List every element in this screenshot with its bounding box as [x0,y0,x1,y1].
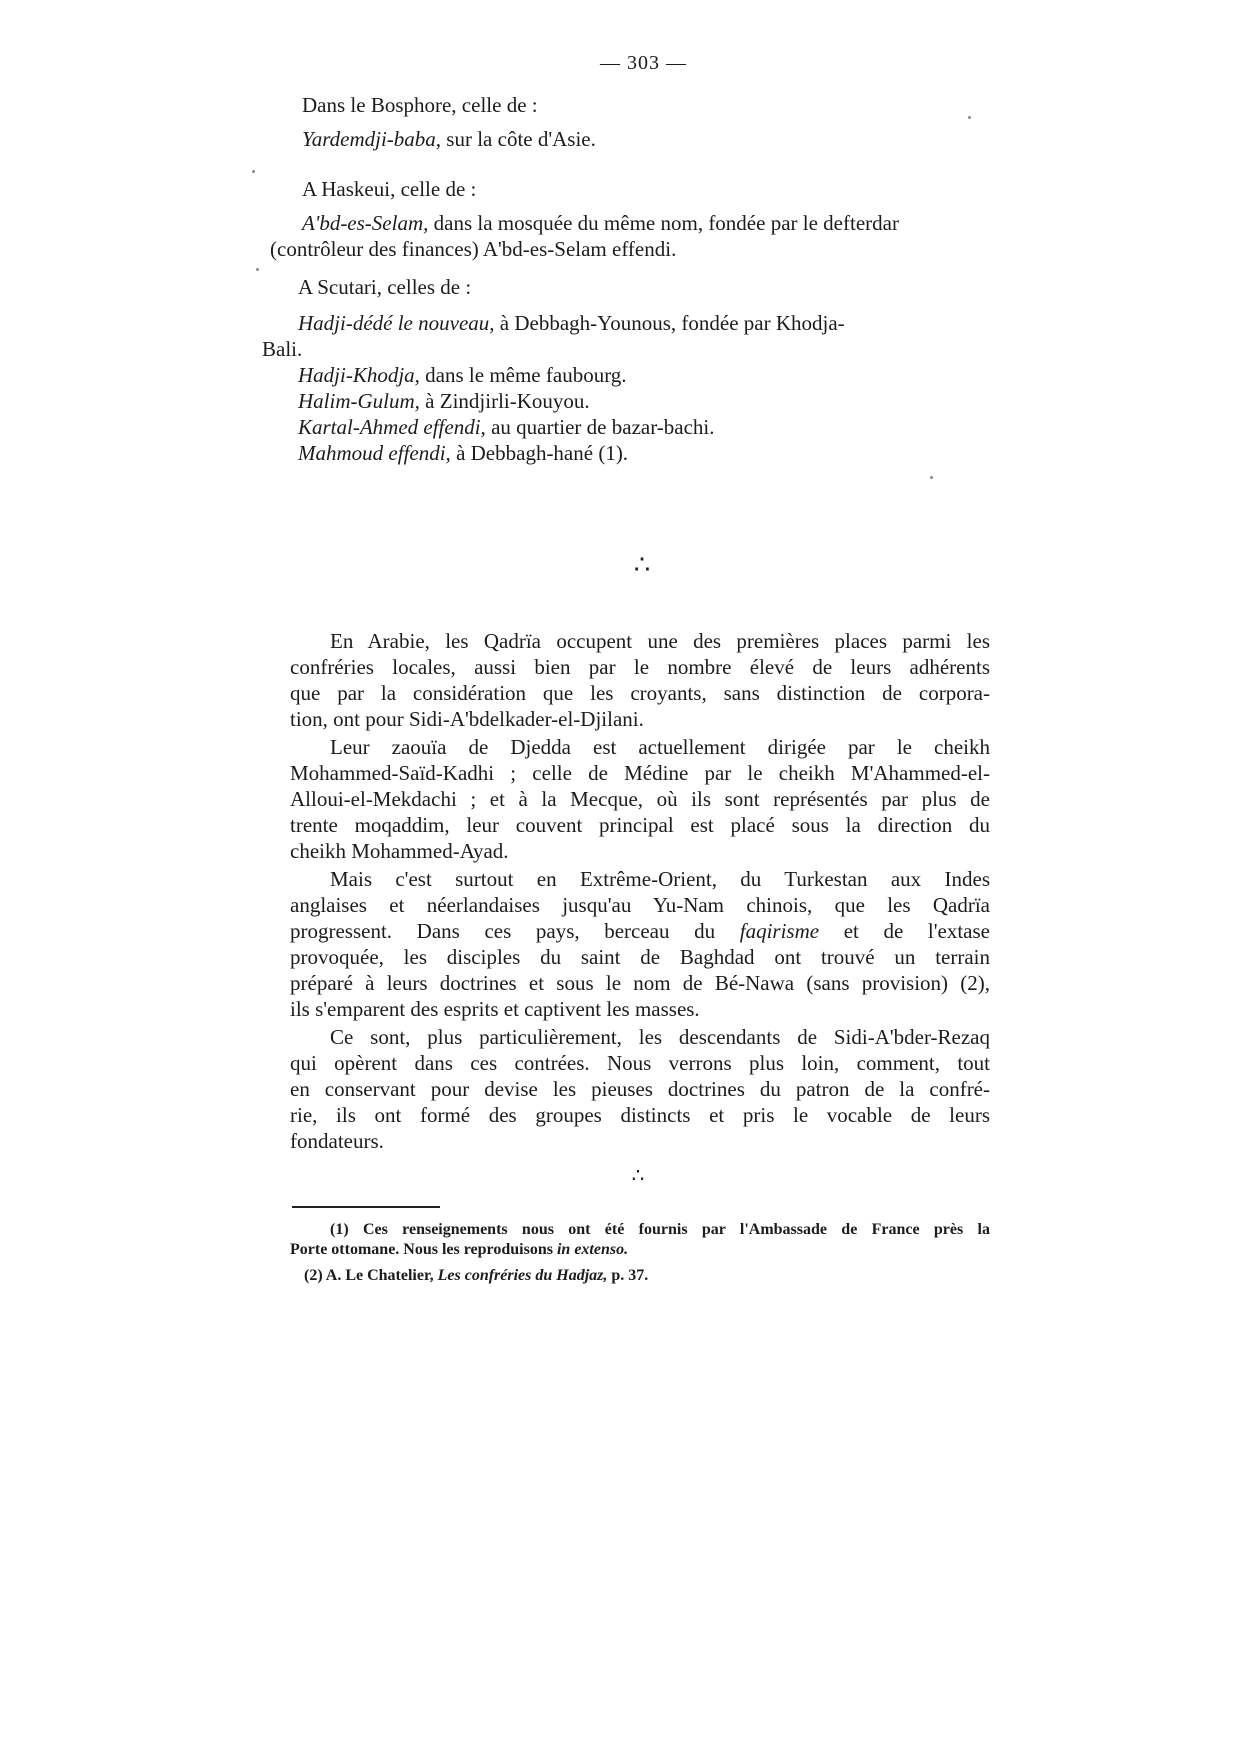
text-span: et de l'extase [819,919,990,943]
paragraph-line: Mais c'est surtout en Extrême-Orient, du Turkestan aux Indes [330,867,990,891]
haskeui-entry-cont: (contrôleur des finances) A'bd-es-Selam effendi. [270,237,677,261]
text-span: progressent. Dans ces pays, berceau du [290,919,740,943]
scutari-entry-name: Halim-Gulum, [298,389,420,413]
scutari-entry-name: Hadji-dédé le nouveau, [298,311,495,335]
scan-speck [252,170,255,173]
paragraph-line: préparé à leurs doctrines et sous le nom de Bé-Nawa (sans provision) (2), [290,971,990,995]
haskeui-entry-name: A'bd-es-Selam, [302,211,429,235]
scutari-entry [262,362,1002,388]
paragraph-line: confréries locales, aussi bien par le nombre élevé de leurs adhérents [290,655,990,679]
paragraph-line: cheikh Mohammed-Ayad. [290,839,509,863]
section-separator: ∴ [633,550,651,579]
paragraph-line: ils s'emparent des esprits et captivent les masses. [290,997,700,1021]
paragraph-line: anglaises et néerlandaises jusqu'au Yu-Nam chinois, que les Qadrïa [290,893,990,917]
scutari-entry-rest: à Debbagh-hané (1). [450,441,629,465]
paragraph-line: qui opèrent dans ces contrées. Nous verrons plus loin, comment, tout [290,1051,990,1075]
paragraph-line: rie, ils ont formé des groupes distincts et pris le vocable de leurs [290,1103,990,1127]
scan-speck [930,476,933,479]
paragraph-line: Mohammed-Saïd-Kadhi ; celle de Médine par le cheikh M'Ahammed-el- [290,761,990,785]
footnote-1-cont [290,1240,990,1260]
scan-speck [968,116,971,119]
scutari-entry [262,336,1002,362]
paragraph-arabie [290,628,990,732]
paragraph-orient [290,866,990,1022]
scutari-entry [262,310,1002,336]
footnote-divider [292,1206,440,1208]
paragraph-line: provoquée, les disciples du saint de Baghdad ont trouvé un terrain [290,945,990,969]
scutari-entry-name: Kartal-Ahmed effendi, [298,415,486,439]
scutari-entry [262,414,1002,440]
bosphore-intro: Dans le Bosphore, celle de : [302,93,538,117]
paragraph-line: Alloui-el-Mekdachi ; et à la Mecque, où ils sont représentés par plus de [290,787,990,811]
scutari-entry-name: Hadji-Khodja, [298,363,420,387]
paragraph-line: fondateurs. [290,1129,384,1153]
section-separator: ∴ [631,1165,645,1187]
scutari-entry-rest: au quartier de bazar-bachi. [485,415,715,439]
scutari-entries [262,310,1002,466]
haskeui-intro: A Haskeui, celle de : [302,177,477,201]
paragraph-line: En Arabie, les Qadrïa occupent une des premières places parmi les [330,629,990,653]
bosphore-section [290,92,1010,152]
footnote-2 [290,1266,990,1286]
footnote-1: (1) Ces renseignements nous ont été fournis par l'Ambassade de France près la [330,1221,990,1238]
scutari-entry-rest: à Debbagh-Younous, fondée par Khodja- [494,311,845,335]
paragraph-line: que par la considération que les croyants, sans distinction de corpora- [290,681,990,705]
italic-term: in extenso. [556,1241,629,1258]
scutari-entry-rest: Bali. [262,337,303,361]
haskeui-entry-rest-1: dans la mosquée du même nom, fondée par le defterdar [428,211,899,235]
text-span: p. 37. [607,1267,649,1284]
scan-speck [256,268,259,271]
paragraph-line: Leur zaouïa de Djedda est actuellement dirigée par le cheikh [330,735,990,759]
italic-term: faqirisme [739,919,820,943]
paragraph-djedda [290,734,990,864]
text-span: Porte ottomane. Nous les reproduisons [290,1241,557,1258]
page-number: — 303 — [600,52,687,74]
scutari-entry-rest: à Zindjirli-Kouyou. [419,389,590,413]
footnotes [290,1220,990,1286]
haskeui-entry [290,210,1010,236]
paragraph-line: Ce sont, plus particulièrement, les descendants de Sidi-A'bder-Rezaq [330,1025,990,1049]
paragraph-line: trente moqaddim, leur couvent principal est placé sous la direction du [290,813,990,837]
paragraph-rezaq [290,1024,990,1154]
scutari-entry-name: Mahmoud effendi, [298,441,451,465]
text-span: (2) A. Le Chatelier, [304,1267,438,1284]
paragraph-line: tion, ont pour Sidi-A'bdelkader-el-Djilani. [290,707,644,731]
paragraph-line: en conservant pour devise les pieuses doctrines du patron de la confré- [290,1077,990,1101]
italic-term: Les confréries du Hadjaz, [437,1267,608,1284]
paragraph-line [290,918,990,944]
bosphore-entry-name: Yardemdji-baba, [302,127,442,151]
scutari-intro: A Scutari, celles de : [298,275,472,299]
scutari-entry-rest: dans le même faubourg. [419,363,627,387]
scutari-section [262,274,1002,466]
bosphore-entry [290,126,1010,152]
scutari-entry [262,440,1002,466]
bosphore-entry-rest: sur la côte d'Asie. [441,127,596,151]
scutari-entry [262,388,1002,414]
haskeui-section [270,176,1010,262]
